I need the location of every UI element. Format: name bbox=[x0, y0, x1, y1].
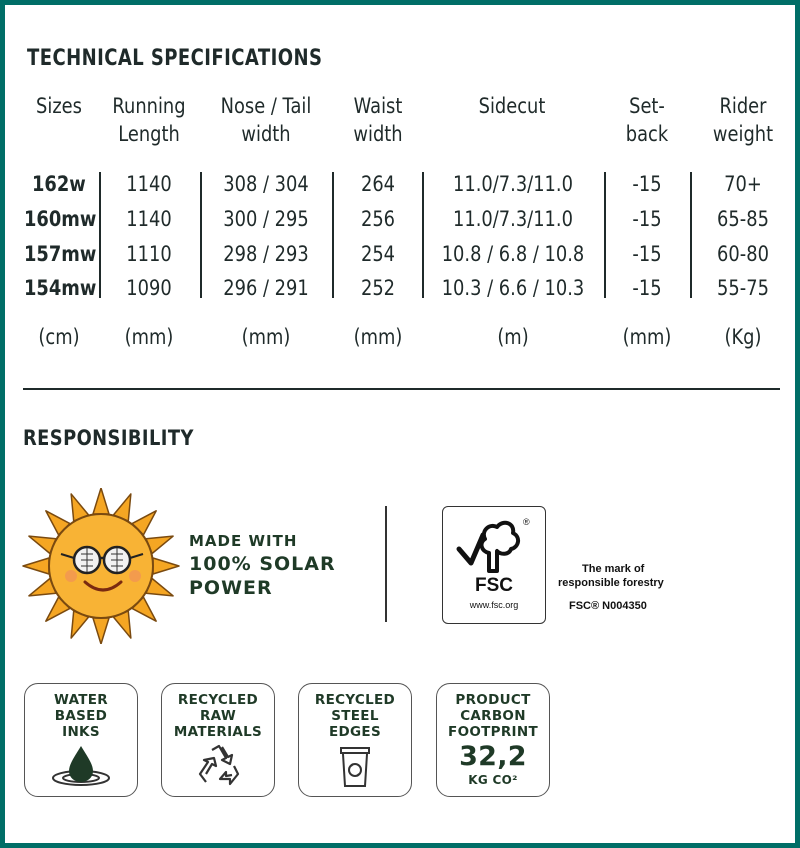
recycle-arrows-icon bbox=[196, 744, 242, 788]
badge-line: RAW bbox=[199, 708, 237, 724]
solar-line-3: POWER bbox=[189, 577, 273, 599]
fsc-license-code: FSC® N004350 bbox=[569, 600, 647, 612]
unit-sizes: (cm) bbox=[38, 325, 80, 349]
cell-nose-tail-width: 296 / 291 bbox=[223, 276, 309, 300]
cell-running-length: 1140 bbox=[126, 172, 172, 196]
cell-rider-weight: 70+ bbox=[724, 172, 762, 196]
cell-sidecut: 11.0/7.3/11.0 bbox=[453, 172, 573, 196]
column-header-setback: Set- back bbox=[625, 94, 669, 146]
column-header-sidecut: Sidecut bbox=[478, 94, 546, 118]
cell-setback: -15 bbox=[632, 172, 662, 196]
badge-line: INKS bbox=[62, 724, 100, 740]
fsc-mark-line-1: The mark of bbox=[582, 563, 645, 575]
cell-sidecut: 10.3 / 6.6 / 10.3 bbox=[441, 276, 585, 300]
column-header-waist-width: Waist width bbox=[353, 94, 403, 146]
unit-setback: (mm) bbox=[622, 325, 672, 349]
cell-nose-tail-width: 308 / 304 bbox=[223, 172, 309, 196]
badge-water-based-inks bbox=[24, 683, 138, 797]
cell-setback: -15 bbox=[632, 242, 662, 266]
fsc-mark-line-2: responsible forestry bbox=[558, 577, 664, 589]
unit-sidecut: (m) bbox=[497, 325, 529, 349]
cell-rider-weight: 60-80 bbox=[717, 242, 769, 266]
cell-waist-width: 254 bbox=[360, 242, 396, 266]
column-divider bbox=[200, 172, 202, 298]
fsc-logo-text: FSC bbox=[475, 575, 513, 596]
column-header-sizes: Sizes bbox=[36, 94, 82, 118]
svg-text:®: ® bbox=[523, 517, 530, 527]
carbon-footprint-unit: KG CO² bbox=[468, 773, 518, 787]
unit-rider-weight: (Kg) bbox=[724, 325, 762, 349]
badge-line: MATERIALS bbox=[173, 724, 263, 740]
badge-line: PRODUCT bbox=[455, 692, 531, 708]
badge-recycled-steel-edges bbox=[298, 683, 412, 797]
badge-line: RECYCLED bbox=[314, 692, 396, 708]
badge-line: EDGES bbox=[329, 724, 381, 740]
cell-sidecut: 10.8 / 6.8 / 10.8 bbox=[441, 242, 585, 266]
badge-recycled-raw-materials bbox=[161, 683, 275, 797]
column-divider bbox=[604, 172, 606, 298]
column-divider bbox=[332, 172, 334, 298]
cell-rider-weight: 55-75 bbox=[717, 276, 769, 300]
section-title-technical-specifications: TECHNICAL SPECIFICATIONS bbox=[27, 46, 323, 71]
cell-running-length: 1110 bbox=[126, 242, 172, 266]
water-drop-icon bbox=[49, 744, 113, 788]
section-divider bbox=[23, 388, 780, 390]
fsc-logo bbox=[442, 506, 546, 624]
cell-rider-weight: 65-85 bbox=[717, 207, 769, 231]
column-header-running-length: Running Length bbox=[112, 94, 186, 146]
badge-line: BASED bbox=[54, 708, 108, 724]
unit-running-length: (mm) bbox=[124, 325, 174, 349]
badge-line: RECYCLED bbox=[177, 692, 259, 708]
fsc-tree-checkmark-icon bbox=[453, 515, 533, 579]
cell-running-length: 1090 bbox=[126, 276, 172, 300]
badge-line: STEEL bbox=[331, 708, 379, 724]
recycle-bin-icon bbox=[337, 744, 373, 790]
cell-setback: -15 bbox=[632, 207, 662, 231]
cell-waist-width: 256 bbox=[360, 207, 396, 231]
column-divider bbox=[690, 172, 692, 298]
cell-size: 160mw bbox=[24, 207, 97, 231]
sun-with-sunglasses-icon bbox=[20, 488, 182, 644]
cell-nose-tail-width: 300 / 295 bbox=[223, 207, 309, 231]
badge-line: FOOTPRINT bbox=[448, 724, 538, 740]
badge-line: WATER bbox=[53, 692, 108, 708]
unit-waist-width: (mm) bbox=[353, 325, 403, 349]
cell-setback: -15 bbox=[632, 276, 662, 300]
column-header-nose-tail-width: Nose / Tail width bbox=[220, 94, 312, 146]
cell-nose-tail-width: 298 / 293 bbox=[223, 242, 309, 266]
solar-line-2: 100% SOLAR bbox=[189, 553, 336, 575]
cell-size: 162w bbox=[32, 172, 86, 196]
cell-size: 157mw bbox=[24, 242, 97, 266]
cell-size: 154mw bbox=[24, 276, 97, 300]
fsc-url-text: www.fsc.org bbox=[469, 600, 519, 610]
unit-nose-tail-width: (mm) bbox=[241, 325, 291, 349]
column-header-rider-weight: Rider weight bbox=[712, 94, 774, 146]
cell-waist-width: 264 bbox=[360, 172, 396, 196]
cell-running-length: 1140 bbox=[126, 207, 172, 231]
cell-waist-width: 252 bbox=[360, 276, 396, 300]
solar-line-1: MADE WITH bbox=[189, 532, 298, 550]
badge-line: CARBON bbox=[460, 708, 526, 724]
responsibility-divider bbox=[385, 506, 387, 622]
section-title-responsibility: RESPONSIBILITY bbox=[23, 426, 194, 450]
carbon-footprint-value: 32,2 bbox=[459, 741, 527, 772]
column-divider bbox=[422, 172, 424, 298]
badge-product-carbon-footprint bbox=[436, 683, 550, 797]
cell-sidecut: 11.0/7.3/11.0 bbox=[453, 207, 573, 231]
column-divider bbox=[99, 172, 101, 298]
